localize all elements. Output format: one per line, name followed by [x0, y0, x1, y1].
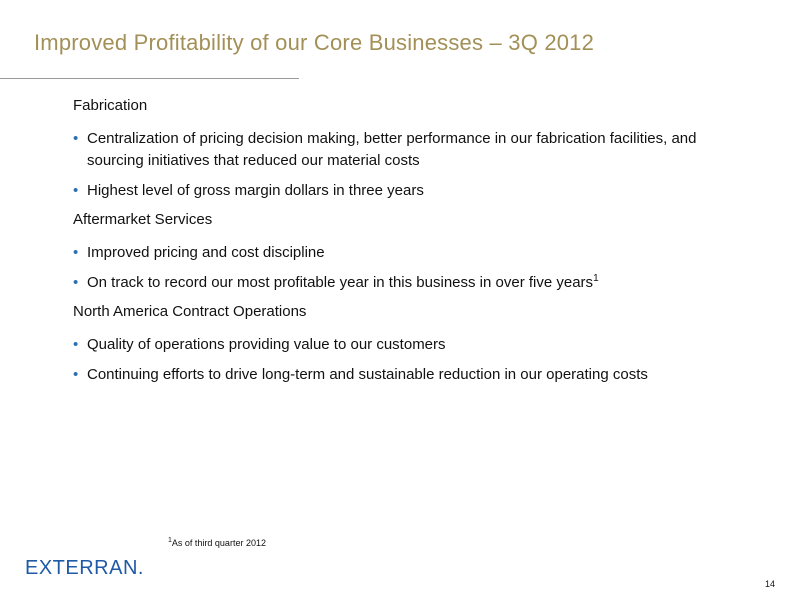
bullet-item: [73, 180, 753, 202]
title-divider: [0, 78, 299, 79]
footnote-text: As of third quarter 2012: [171, 538, 266, 548]
section-heading-fabrication: Fabrication: [73, 97, 148, 114]
company-logo: [25, 556, 144, 580]
bullet-text: On track to record our most profitable year in this business in over five years: [87, 274, 594, 291]
bullet-dot-icon: •: [73, 244, 79, 261]
footnote-marker: 1: [168, 537, 172, 544]
bullet-dot-icon: •: [73, 182, 79, 199]
bullet-text: Quality of operations providing value to our customers: [87, 336, 446, 353]
bullet-text: Centralization of pricing decision making, better performance in our fabrication facilities, and sourcing initiatives that reduced our material costs: [87, 130, 697, 169]
bullet-text: Highest level of gross margin dollars in three years: [87, 182, 424, 199]
footnote-marker: 1: [593, 273, 599, 284]
bullet-dot-icon: •: [73, 274, 79, 291]
bullet-text: Continuing efforts to drive long-term and sustainable reduction in our operating costs: [87, 366, 648, 383]
logo-text: EXTERRAN.: [25, 556, 144, 579]
slide-content: [73, 96, 753, 394]
bullet-dot-icon: •: [73, 130, 79, 147]
bullet-item: [73, 242, 753, 264]
footnote: [168, 538, 266, 548]
section-heading-aftermarket-services: Aftermarket Services: [73, 211, 213, 228]
bullet-dot-icon: •: [73, 336, 79, 353]
bullet-item: [73, 364, 753, 386]
section-heading-north-america-contract-operations: North America Contract Operations: [73, 303, 307, 320]
bullet-item: [73, 334, 753, 356]
bullet-item: [73, 128, 753, 172]
bullet-text: Improved pricing and cost discipline: [87, 244, 325, 261]
slide-title: Improved Profitability of our Core Businesses – 3Q 2012: [34, 30, 595, 55]
bullet-dot-icon: •: [73, 366, 79, 383]
bullet-item: [73, 272, 753, 294]
page-number: 14: [765, 579, 776, 589]
